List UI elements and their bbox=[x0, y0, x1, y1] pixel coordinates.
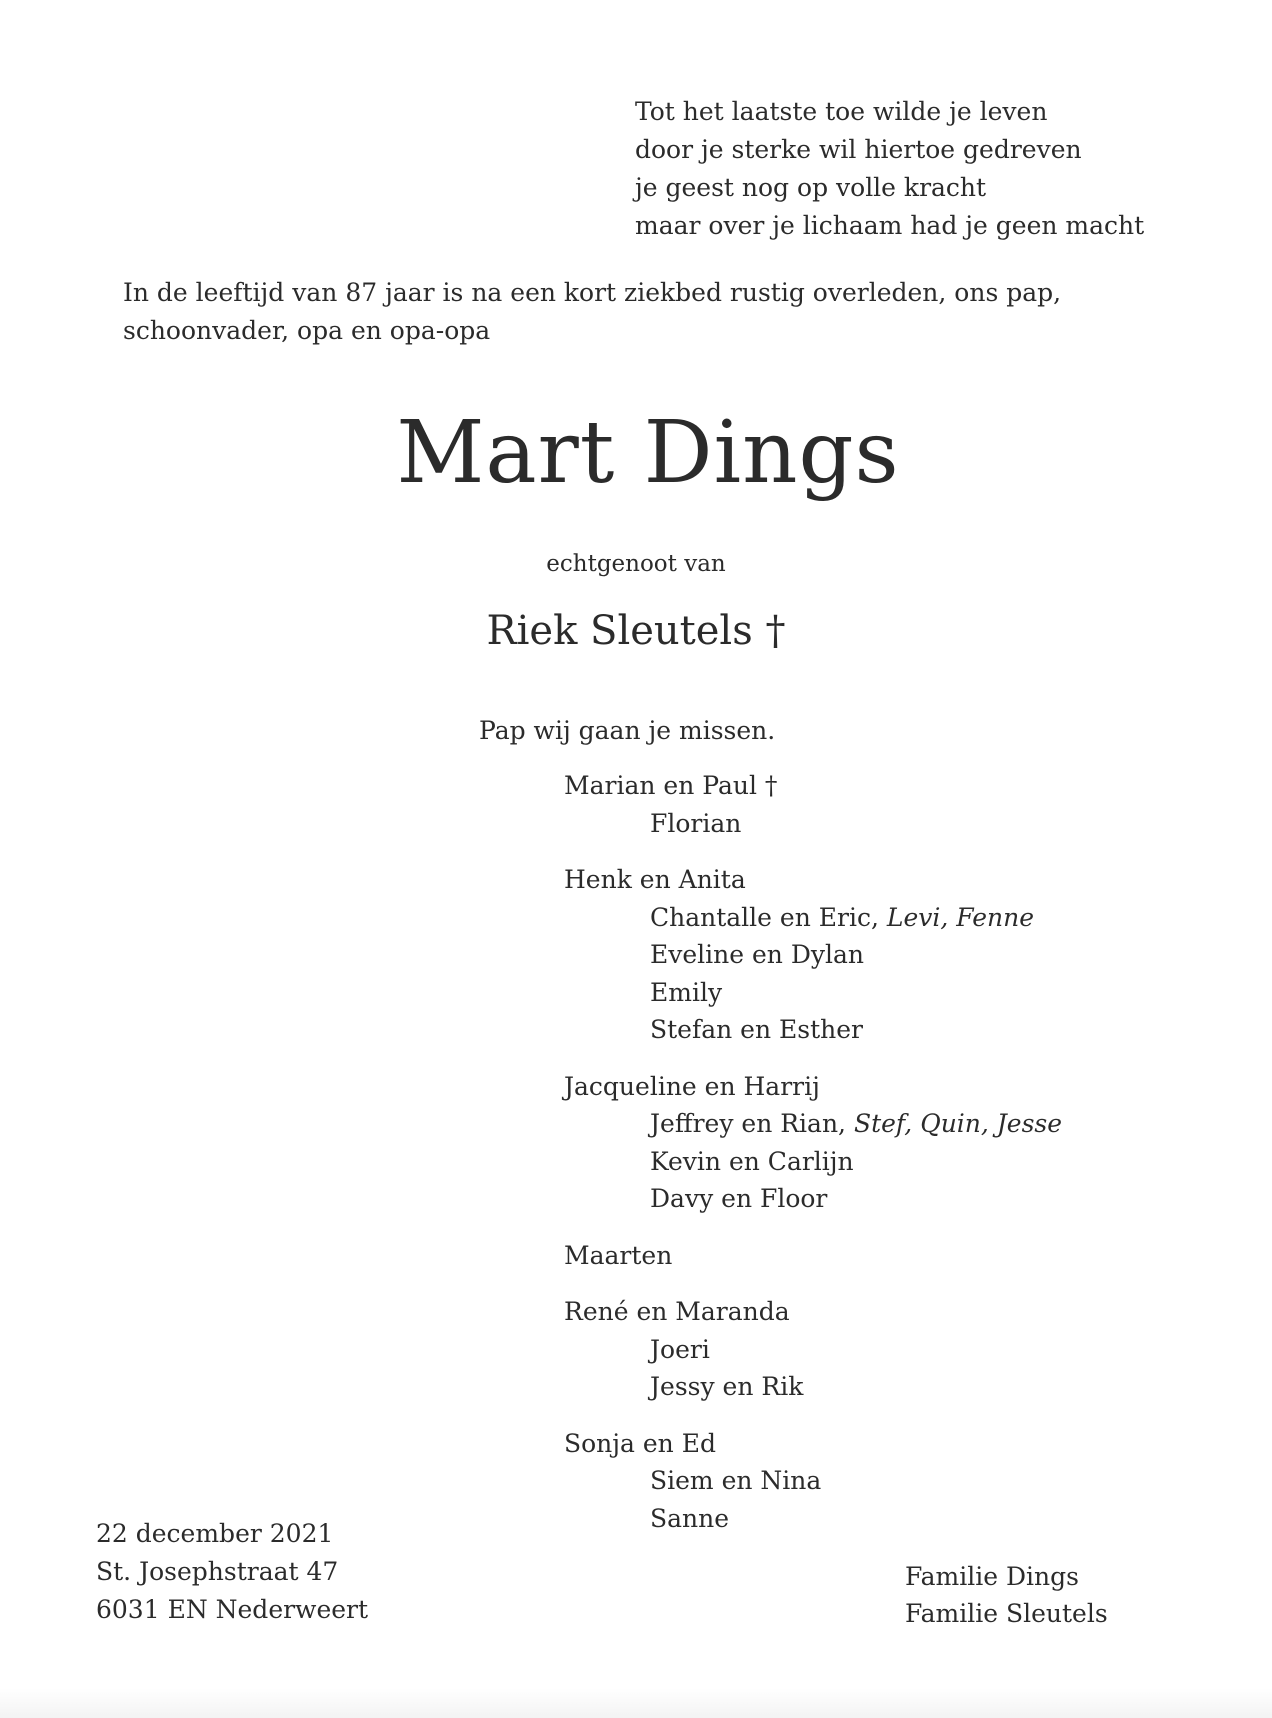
announcement-line: schoonvader, opa en opa-opa bbox=[123, 316, 491, 345]
address-block bbox=[96, 1515, 368, 1629]
grandchild-line bbox=[564, 1368, 1062, 1406]
grandchild-name: Joeri bbox=[650, 1334, 710, 1364]
announcement-line: In de leeftijd van 87 jaar is na een kort ziekbed rustig overleden, ons pap, bbox=[123, 278, 1062, 307]
grandchild-name: Florian bbox=[650, 808, 742, 838]
child-name: René en Maranda bbox=[564, 1297, 790, 1326]
family-group bbox=[564, 767, 1062, 842]
grandchild-line bbox=[564, 1143, 1062, 1181]
grandchild-line bbox=[564, 974, 1062, 1012]
child-name: Maarten bbox=[564, 1240, 673, 1270]
great-grandchildren-names: Levi, Fenne bbox=[886, 902, 1035, 932]
poem-line: maar over je lichaam had je geen macht bbox=[635, 211, 1145, 240]
postal-city: 6031 EN Nederweert bbox=[96, 1595, 369, 1624]
announcement-text bbox=[123, 274, 1061, 350]
grandchild-line bbox=[564, 1180, 1062, 1218]
poem-line: je geest nog op volle kracht bbox=[635, 173, 987, 202]
grandchild-name: Emily bbox=[650, 977, 723, 1007]
poem-line: door je sterke wil hiertoe gedreven bbox=[635, 135, 1082, 164]
grandchild-name: Kevin en Carlijn bbox=[650, 1146, 854, 1176]
farewell-text: Pap wij gaan je missen. bbox=[479, 716, 776, 745]
date: 22 december 2021 bbox=[96, 1519, 334, 1548]
family-list bbox=[564, 767, 1062, 1556]
grandchild-line bbox=[564, 1462, 1062, 1500]
grandchild-line bbox=[564, 1011, 1062, 1049]
child-name: Henk en Anita bbox=[564, 865, 746, 894]
grandchild-line bbox=[564, 936, 1062, 974]
grandchild-line bbox=[564, 1105, 1062, 1143]
family-signature bbox=[905, 1558, 1108, 1632]
grandchild-line bbox=[564, 805, 1062, 843]
grandchild-name: Chantalle en Eric, bbox=[650, 902, 879, 932]
street-address: St. Josephstraat 47 bbox=[96, 1557, 339, 1586]
family-group bbox=[564, 1068, 1062, 1218]
grandchild-name: Stefan en Esther bbox=[650, 1015, 863, 1044]
poem bbox=[635, 93, 1144, 245]
family-group bbox=[564, 1425, 1062, 1538]
grandchild-line bbox=[564, 1500, 1062, 1538]
grandchild-name: Jeffrey en Rian, bbox=[650, 1109, 847, 1138]
family-group bbox=[564, 1237, 1062, 1275]
signature-line: Familie Dings bbox=[905, 1562, 1079, 1591]
family-group bbox=[564, 861, 1062, 1049]
poem-line: Tot het laatste toe wilde je leven bbox=[635, 97, 1048, 126]
great-grandchildren-names: Stef, Quin, Jesse bbox=[853, 1109, 1063, 1138]
grandchild-line bbox=[564, 899, 1062, 937]
deceased-name: Mart Dings bbox=[396, 403, 900, 503]
child-name: Marian en Paul † bbox=[564, 771, 778, 800]
child-name: Sonja en Ed bbox=[564, 1428, 716, 1458]
spouse-name: Riek Sleutels † bbox=[486, 608, 786, 654]
grandchild-name: Sanne bbox=[650, 1503, 730, 1533]
signature-line: Familie Sleutels bbox=[905, 1599, 1108, 1628]
child-name: Jacqueline en Harrij bbox=[564, 1071, 820, 1101]
spouse-label: echtgenoot van bbox=[546, 551, 726, 577]
grandchild-name: Davy en Floor bbox=[650, 1184, 828, 1213]
family-group bbox=[564, 1293, 1062, 1406]
grandchild-name: Siem en Nina bbox=[650, 1466, 822, 1495]
grandchild-line bbox=[564, 1331, 1062, 1369]
grandchild-name: Eveline en Dylan bbox=[650, 940, 865, 969]
grandchild-name: Jessy en Rik bbox=[650, 1372, 804, 1401]
